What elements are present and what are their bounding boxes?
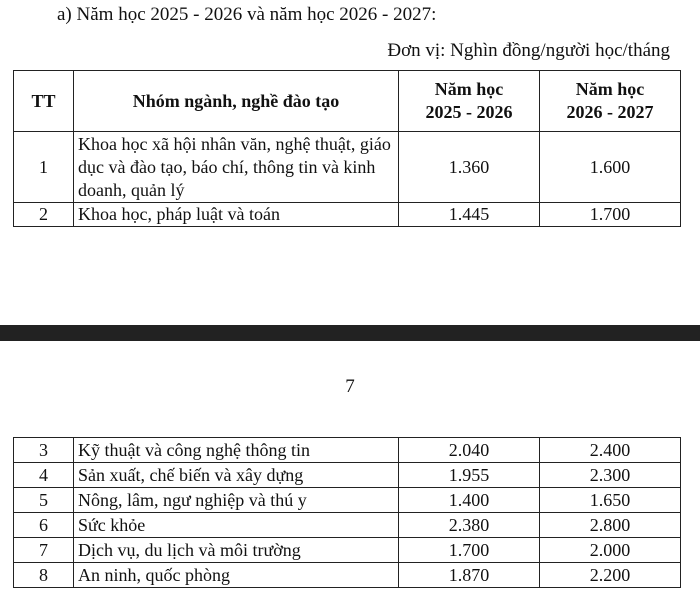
tuition-table-part-2 [13,437,681,588]
row-name: Dịch vụ, du lịch và môi trường [74,538,399,563]
tuition-table-part-1 [13,70,681,227]
row-value-2025: 2.040 [399,438,540,463]
row-tt: 7 [14,538,74,563]
header-year-2026-line1: Năm học [575,79,645,99]
row-value-2025: 1.400 [399,488,540,513]
row-value-2025: 1.955 [399,463,540,488]
row-value-2025: 1.870 [399,563,540,588]
row-value-2025: 2.380 [399,513,540,538]
table-row [14,132,681,203]
header-year-2026-line2: 2026 - 2027 [566,102,654,122]
table-row [14,513,681,538]
row-name: Kỹ thuật và công nghệ thông tin [74,438,399,463]
row-value-2026: 2.200 [540,563,681,588]
section-heading: a) Năm học 2025 - 2026 và năm học 2026 - 2027: [57,4,437,25]
row-name: Sức khỏe [74,513,399,538]
header-year-2025-line2: 2025 - 2026 [425,102,513,122]
header-year-2025-line1: Năm học [434,79,504,99]
row-name: Khoa học, pháp luật và toán [74,203,399,227]
table-row [14,463,681,488]
table-row [14,488,681,513]
row-value-2026: 1.700 [540,203,681,227]
row-name: An ninh, quốc phòng [74,563,399,588]
header-year-2026 [540,71,681,132]
table-row [14,438,681,463]
row-value-2026: 1.650 [540,488,681,513]
header-year-2025 [399,71,540,132]
row-value-2026: 1.600 [540,132,681,203]
row-value-2025: 1.360 [399,132,540,203]
row-tt: 3 [14,438,74,463]
row-name: Sản xuất, chế biến và xây dựng [74,463,399,488]
row-value-2026: 2.400 [540,438,681,463]
row-tt: 6 [14,513,74,538]
table-header-row [14,71,681,132]
row-tt: 4 [14,463,74,488]
row-tt: 8 [14,563,74,588]
page-number: 7 [345,376,355,397]
row-tt: 5 [14,488,74,513]
row-name: Khoa học xã hội nhân văn, nghệ thuật, giáo dục và đào tạo, báo chí, thông tin và kinh doanh, quản lý [74,132,399,203]
page-break-divider [0,325,700,341]
table-row [14,563,681,588]
row-value-2026: 2.300 [540,463,681,488]
row-value-2025: 1.445 [399,203,540,227]
header-tt: TT [14,71,74,132]
header-group: Nhóm ngành, nghề đào tạo [74,71,399,132]
row-value-2025: 1.700 [399,538,540,563]
row-name: Nông, lâm, ngư nghiệp và thú y [74,488,399,513]
unit-note: Đơn vị: Nghìn đồng/người học/tháng [387,40,670,61]
table-row [14,203,681,227]
row-tt: 2 [14,203,74,227]
row-tt: 1 [14,132,74,203]
row-value-2026: 2.000 [540,538,681,563]
table-row [14,538,681,563]
row-value-2026: 2.800 [540,513,681,538]
